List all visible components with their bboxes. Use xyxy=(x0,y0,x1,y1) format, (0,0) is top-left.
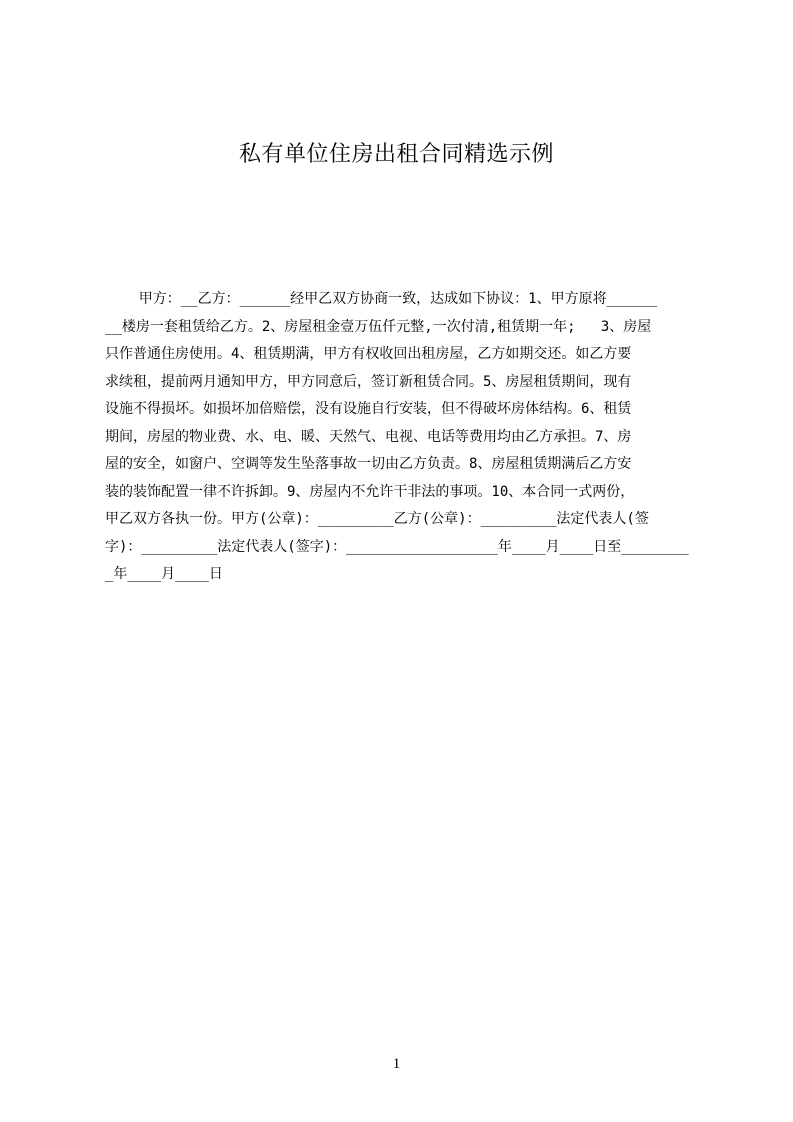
body-line-11: _年____月____日 xyxy=(105,566,223,582)
document-title: 私有单位住房出租合同精选示例 xyxy=(238,142,554,167)
body-line-3: 只作普通住房使用。4、租赁期满，甲方有权收回出租房屋，乙方如期交还。如乙方要 xyxy=(105,346,632,362)
body-line-2: __楼房一套租赁给乙方。2、房屋租金壹万伍仟元整,一次付清,租赁期一年; 3、房屋 xyxy=(105,318,652,335)
page-number: 1 xyxy=(392,1056,401,1072)
body-line-8: 装的装饰配置一律不许拆卸。9、房屋内不允许干非法的事项。10、本合同一式两份， xyxy=(105,483,635,500)
body-line-7: 屋的安全，如窗户、空调等发生坠落事故一切由乙方负责。8、房屋租赁期满后乙方安 xyxy=(105,456,632,472)
body-line-6: 期间，房屋的物业费、水、电、暖、天然气、电视、电话等费用均由乙方承担。7、房 xyxy=(105,428,632,445)
body-line-5: 设施不得损坏。如损坏加倍赔偿，没有设施自行安装，但不得破坏房体结构。6、租赁 xyxy=(105,401,632,417)
contract-body xyxy=(105,286,693,589)
body-line-1: 甲方：__乙方：______经甲乙双方协商一致，达成如下协议：1、甲方原将______ xyxy=(105,291,658,307)
body-line-4: 求续租，提前两月通知甲方，甲方同意后，签订新租赁合同。5、房屋租赁期间，现有 xyxy=(105,373,632,390)
body-line-10: 字)：_________法定代表人(签字)：__________________年____月____日至________ xyxy=(105,538,689,555)
body-line-9: 甲乙双方各执一份。甲方(公章)：_________乙方(公章)：_________法定代表人(签 xyxy=(105,511,649,527)
